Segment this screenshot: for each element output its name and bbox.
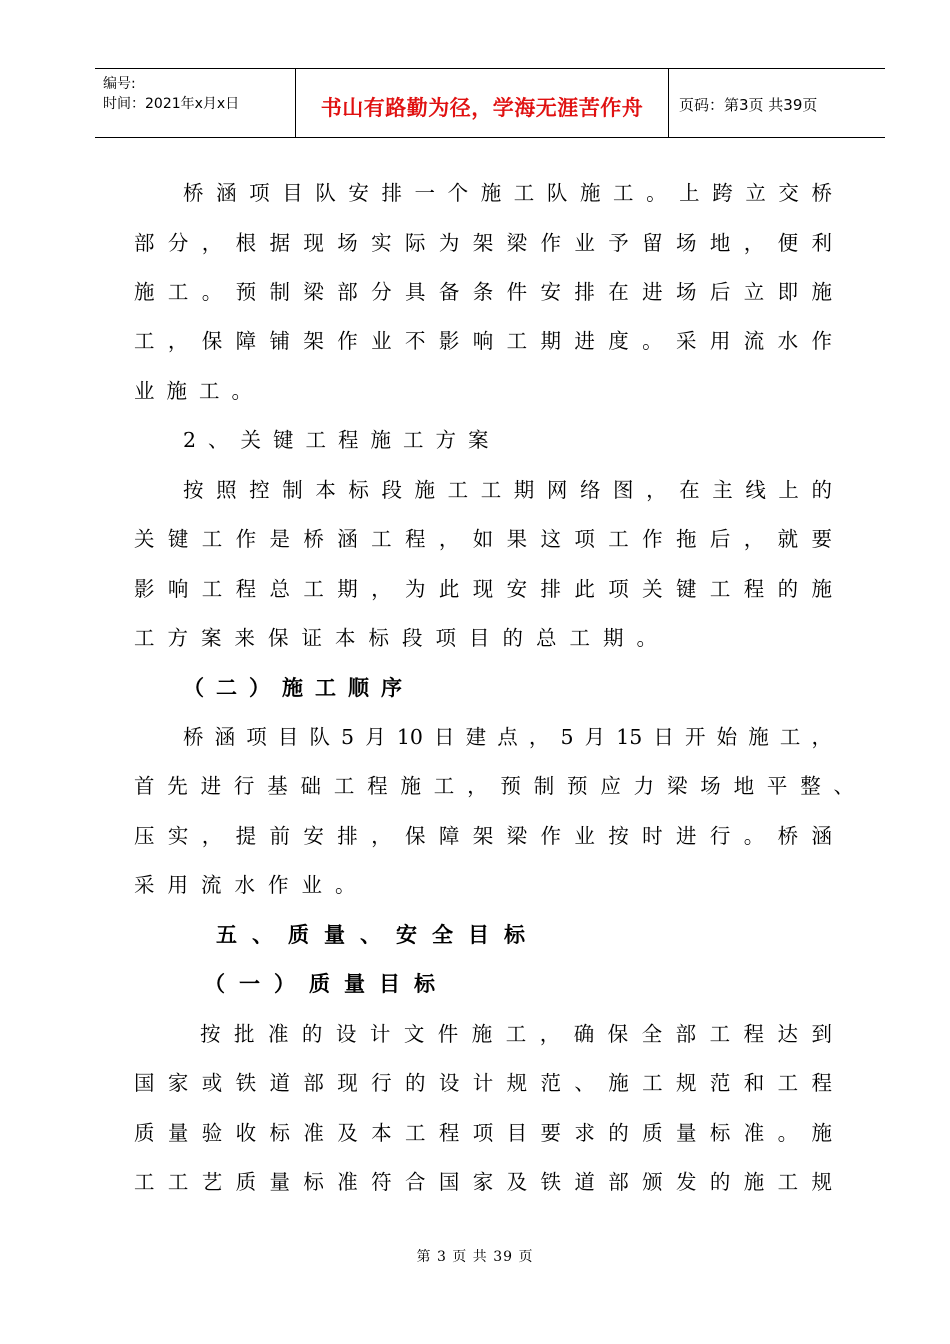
page-footer: 第 3 页 共 39 页	[416, 1249, 534, 1265]
body-line: 采用流水作业。	[134, 873, 369, 897]
body-line: 压实，提前安排，保障架梁作业按时进行。桥涵	[134, 824, 832, 848]
page-header	[95, 68, 885, 138]
serial-label: 编号:	[103, 76, 136, 92]
body-line: 工方案来保证本标段项目的总工期。	[134, 626, 670, 650]
body-line: 国家或铁道部现行的设计规范、施工规范和工程	[134, 1071, 832, 1095]
body-line: 工，保障铺架作业不影响工期进度。采用流水作	[134, 329, 832, 353]
body-line: 业施工。	[134, 379, 264, 403]
body-line: 部分，根据现场实际为架梁作业予留场地，便利	[134, 231, 832, 255]
body-line: 关键工作是桥涵工程，如果这项工作拖后，就要	[134, 527, 832, 551]
body-line: 首先进行基础工程施工，预制预应力梁场地平整、	[134, 774, 854, 798]
section-title-key: 2、关键工程施工方案	[183, 428, 501, 452]
header-left-cell	[95, 69, 295, 137]
chapter-title-quality-safety: 五、质量、安全目标	[216, 922, 540, 947]
body-line: 质量验收标准及本工程项目要求的质量标准。施	[134, 1121, 832, 1145]
time-label: 时间：2021年x月x日	[103, 96, 240, 112]
body-line: 按照控制本标段施工工期网络图，在主线上的	[183, 478, 832, 502]
section-title-order: （二）施工顺序	[183, 675, 414, 700]
page-code: 页码：第3页 共39页	[679, 96, 818, 114]
body-line: 桥涵项目队5月10日建点，5月15日开始施工，	[183, 725, 832, 749]
section-title-quality: （一）质量目标	[204, 971, 449, 996]
header-right-cell	[667, 69, 885, 137]
body-line: 工工艺质量标准符合国家及铁道部颁发的施工规	[134, 1170, 832, 1194]
body-line: 桥涵项目队安排一个施工队施工。上跨立交桥	[183, 181, 832, 205]
body-line: 按批准的设计文件施工，确保全部工程达到	[200, 1022, 832, 1046]
body-line: 影响工程总工期，为此现安排此项关键工程的施	[134, 577, 832, 601]
body-line: 施工。预制梁部分具备条件安排在进场后立即施	[134, 280, 832, 304]
header-motto-cell	[295, 69, 669, 137]
motto-text: 书山有路勤为径，学海无涯苦作舟	[320, 96, 644, 120]
